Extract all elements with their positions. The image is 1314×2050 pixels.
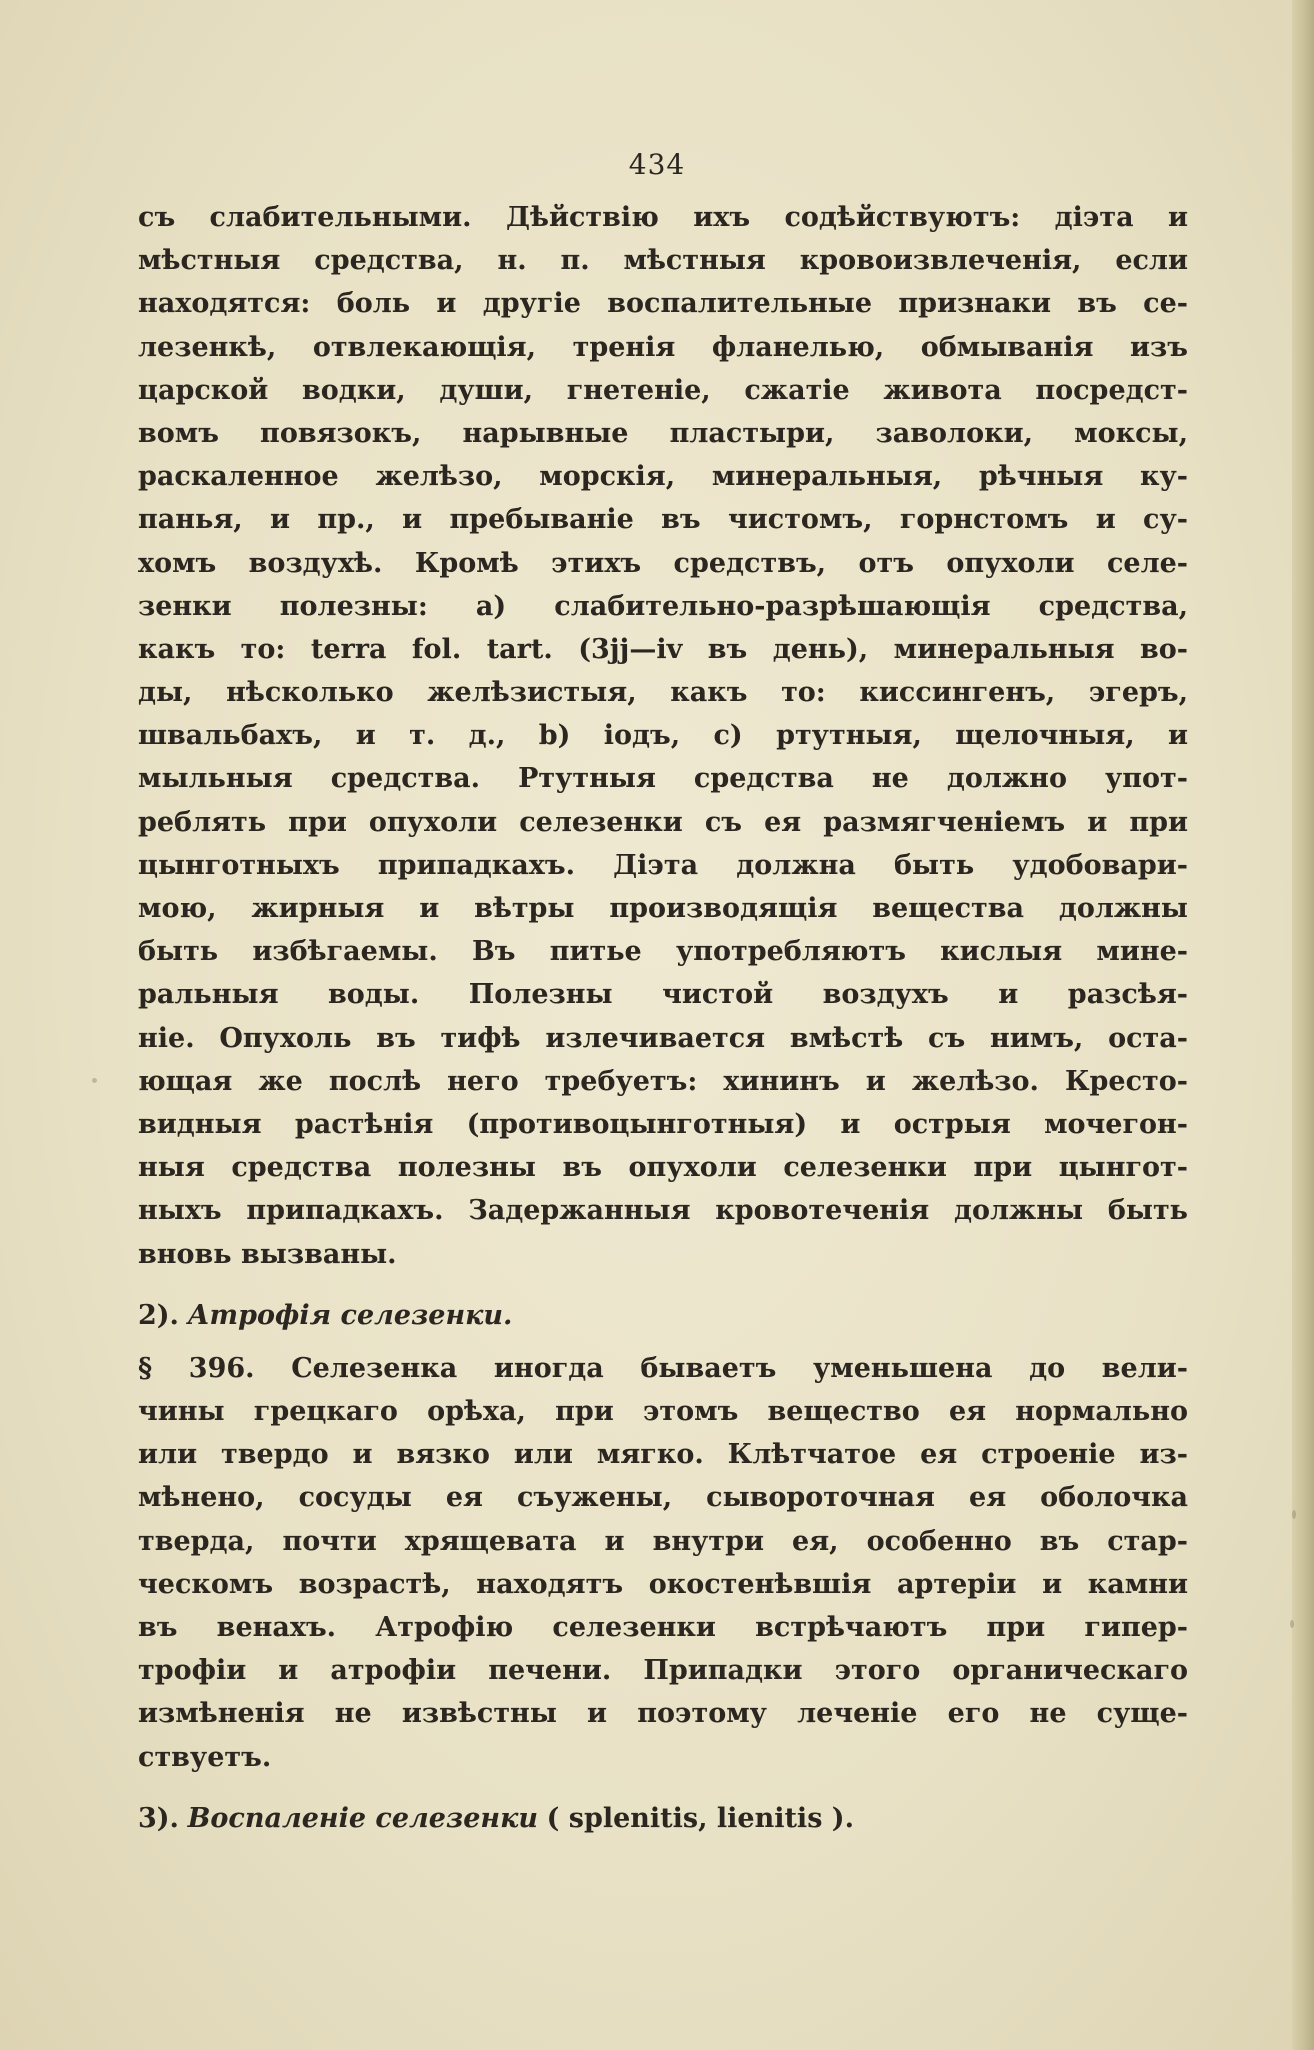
- text-line: раскаленное желѣзо, морскія, минеральныя, рѣчныя ку-: [138, 461, 1188, 493]
- text-line: съ слабительными. Дѣйствію ихъ содѣйствуютъ: діэта и: [138, 202, 1188, 233]
- text-line: хомъ воздухѣ. Кромѣ этихъ средствъ, отъ опухоли селе-: [138, 547, 1188, 579]
- text-line: ческомъ возрастѣ, находятъ окостенѣвшія артеріи и камни: [138, 1568, 1188, 1600]
- text-line: ныя средства полезны въ опухоли селезенки при цынгот-: [138, 1152, 1188, 1184]
- text-line: зенки полезны: а) слабительно-разрѣшающія средства,: [138, 590, 1188, 622]
- text-line: цынготныхъ припадкахъ. Діэта должна быть удобовари-: [138, 849, 1188, 881]
- paper-speck: [1290, 1620, 1294, 1628]
- text-line: мѣнено, сосуды ея съужены, сывороточная ея оболочка: [138, 1482, 1188, 1514]
- text-line: ніе. Опухоль въ тифѣ излечивается вмѣстѣ съ нимъ, оста-: [138, 1022, 1188, 1054]
- page-number: 434: [628, 148, 686, 181]
- text-line: какъ то: terra fol. tart. (3jj—iv въ день), минеральныя во-: [138, 633, 1188, 665]
- text-line: ющая же послѣ него требуетъ: хининъ и желѣзо. Кресто-: [138, 1065, 1188, 1097]
- body-text: [138, 196, 1188, 1850]
- text-line: лезенкѣ, отвлекающія, тренія фланелью, обмыванія изъ: [138, 331, 1188, 363]
- text-line: царской водки, души, гнетеніе, сжатіе живота посредст-: [138, 374, 1188, 406]
- text-line: ствуетъ.: [138, 1741, 272, 1773]
- text-line: находятся: боль и другіе воспалительные признаки въ се-: [138, 288, 1188, 320]
- text-line: панья, и пр., и пребываніе въ чистомъ, горнстомъ и су-: [138, 504, 1188, 536]
- page-edge: [1292, 0, 1314, 2050]
- text-line: швальбахъ, и т. д., b) іодъ, с) ртутныя, щелочныя, и: [138, 720, 1188, 752]
- text-line: мѣстныя средства, н. п. мѣстныя кровоизвлеченія, если: [138, 245, 1188, 277]
- paper-speck: [92, 1078, 97, 1083]
- section-title: Воспаленіе селезенки: [187, 1802, 538, 1834]
- text-line: ральныя воды. Полезны чистой воздухъ и разсѣя-: [138, 979, 1188, 1011]
- paragraph-atrophy: [138, 1347, 1188, 1779]
- text-line: чины грецкаго орѣха, при этомъ вещество ея нормально: [138, 1396, 1188, 1428]
- text-line: вомъ повязокъ, нарывные пластыри, заволоки, моксы,: [138, 417, 1188, 449]
- text-line: реблять при опухоли селезенки съ ея размягченіемъ и при: [138, 806, 1188, 838]
- text-line: измѣненія не извѣстны и поэтому леченіе его не суще-: [138, 1698, 1188, 1730]
- section-heading-atrophy: [138, 1294, 1188, 1337]
- text-line: ды, нѣсколько желѣзистыя, какъ то: киссингенъ, эгеръ,: [138, 677, 1188, 709]
- section-number: 2).: [138, 1299, 179, 1331]
- text-line: тверда, почти хрящевата и внутри ея, особенно въ стар-: [138, 1525, 1188, 1557]
- text-line: быть избѣгаемы. Въ питье употребляютъ кислыя мине-: [138, 936, 1188, 968]
- section-title: Атрофія селезенки.: [187, 1299, 513, 1331]
- text-line: трофіи и атрофіи печени. Припадки этого органическаго: [138, 1655, 1188, 1687]
- section-latin-term: ( splenitis, lienitis ).: [546, 1802, 854, 1834]
- section-number: 3).: [138, 1802, 179, 1834]
- section-heading-inflammation: [138, 1797, 1188, 1840]
- text-line: мыльныя средства. Ртутныя средства не должно упот-: [138, 763, 1188, 795]
- text-line: видныя растѣнія (противоцынготныя) и острыя мочегон-: [138, 1108, 1188, 1140]
- text-line: въ венахъ. Атрофію селезенки встрѣчаютъ при гипер-: [138, 1612, 1188, 1643]
- paper-speck: [1292, 1510, 1296, 1519]
- text-line: вновь вызваны.: [138, 1238, 397, 1270]
- paragraph-treatment: [138, 196, 1188, 1276]
- text-line: ныхъ припадкахъ. Задержанныя кровотеченія должны быть: [138, 1195, 1188, 1227]
- text-line: или твердо и вязко или мягко. Клѣтчатое ея строеніе из-: [138, 1439, 1188, 1471]
- text-line: § 396. Селезенка иногда бываетъ уменьшена до вели-: [138, 1352, 1188, 1384]
- text-line: мою, жирныя и вѣтры производящія вещества должны: [138, 893, 1188, 924]
